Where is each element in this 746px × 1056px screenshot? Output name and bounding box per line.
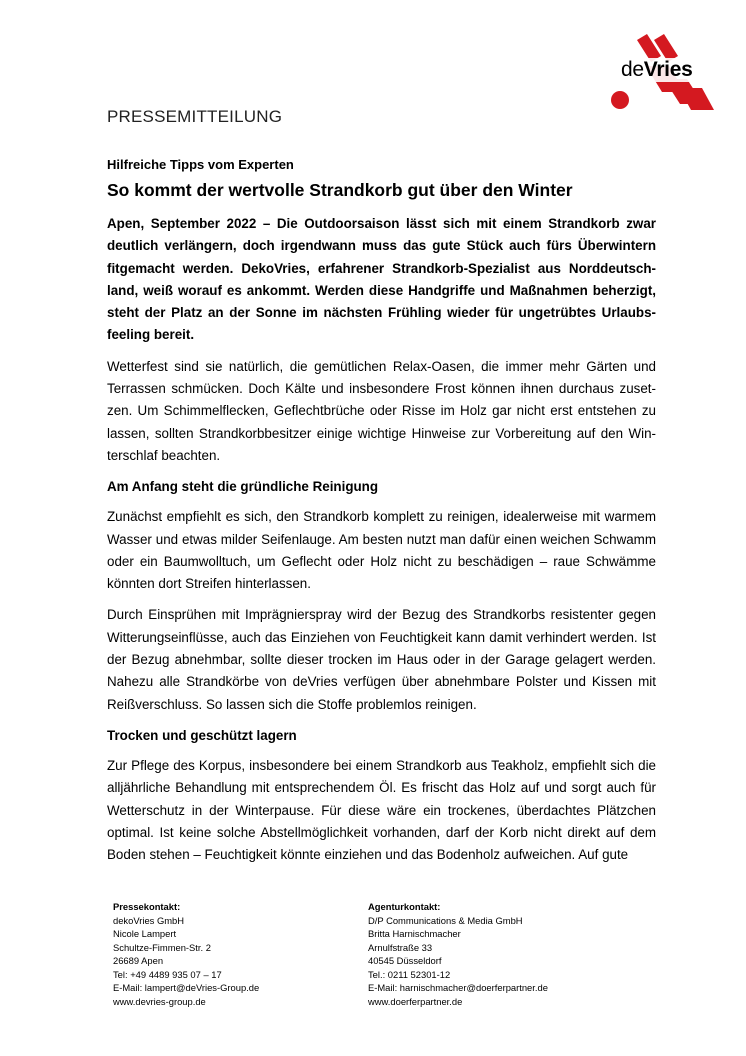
- agency-contact-person: Britta Harnischmacher: [368, 928, 461, 939]
- page-title: So kommt der wertvolle Strandkorb gut über den Winter: [107, 180, 573, 200]
- press-contact-website[interactable]: www.devries-group.de: [113, 995, 206, 1007]
- press-contact-city: 26689 Apen: [113, 955, 164, 966]
- agency-contact-phone: Tel.: 0211 52301-12: [368, 968, 451, 980]
- section-heading-cleaning: Am Anfang steht die gründliche Reinigung: [107, 479, 379, 495]
- press-contact-email[interactable]: E-Mail: lampert@deVries-Group.de: [113, 982, 260, 993]
- logo-wordmark: [620, 58, 693, 82]
- press-contact-phone: Tel: +49 4489 935 07 – 17: [113, 968, 222, 980]
- logo-wordmark-vries: Vries: [643, 58, 693, 81]
- logo-dot: [611, 91, 629, 109]
- press-contact-street: Schultze-Fimmen-Str. 2: [113, 941, 211, 953]
- storage-paragraph-1: Zur Pflege des Korpus, insbesondere bei einem Strandkorb aus Teakholz, empfiehlt sich die alljährliche Behandlung mit entsprechendem Öl. Es frischt das Holz auf und sorgt auch für Wetterschutz in der Winterpause. Für diese wäre ein trockenes, überdachtes Plätzchen optimal. Ist keine solche Abstellmöglichkeit vorhanden, darf der Korb nicht direkt auf dem Boden stehen – Feuchtigkeit könnte einziehen und das Bodenholz aufweichen. Auf gute: [107, 757, 656, 863]
- press-contact-heading: Pressekontakt:: [113, 901, 181, 912]
- cleaning-paragraph-2: Durch Einsprühen mit Imprägnierspray wird der Bezug des Strandkorbs resistenter gegen Witterungseinflüsse, auch das Einziehen von Feuchtigkeit kann damit verhindert werden. Ist der Bezug abnehmbar, sollte dieser trocken im Haus oder in der Garage gelagert werden. Nahezu alle Strandkörbe von deVries verfügen über abnehmbare Polster und Kissen mit Reißverschluss. So lassen sich die Stoffe problemlos reinigen.: [107, 607, 656, 712]
- intro-paragraph: Wetterfest sind sie natürlich, die gemütlichen Relax-Oasen, die immer mehr Gärten und Terrassen schmücken. Doch Kälte und insbesondere Frost können ihnen durchaus zusetzen. Um Schimmelflecken, Geflechtbrüche oder Risse im Holz gar nicht erst entstehen zu lassen, sollten Strandkorbbesitzer einige wichtige Hinweise zur Vorbereitung auf den Winterschlaf beachten.: [107, 358, 656, 463]
- lead-paragraph: Apen, September 2022 – Die Outdoorsaison lässt sich mit einem Strandkorb zwar deutlich verlängern, doch irgendwann muss das gute Stück auch fürs Überwintern fitgemacht werden. DekoVries, erfahrener Strandkorb-Spezialist aus Norddeutschland, weiß worauf es ankommt. Werden diese Handgriffe und Maßnahmen beherzigt, steht der Platz an der Sonne im nächsten Frühling wieder für ungetrübtes Urlaubsfeeling bereit.: [107, 216, 656, 343]
- document-type-label: PRESSEMITTEILUNG: [107, 107, 283, 126]
- agency-contact-company: D/P Communications & Media GmbH: [368, 914, 523, 926]
- logo-wordmark-de: de: [621, 58, 644, 81]
- agency-contact: [368, 900, 608, 1008]
- press-contact: [113, 900, 353, 1008]
- press-release-body: [107, 156, 656, 875]
- agency-contact-website[interactable]: www.doerferpartner.de: [368, 995, 463, 1007]
- press-contact-company: dekoVries GmbH: [113, 914, 185, 926]
- cleaning-paragraph-1: Zunächst empfiehlt es sich, den Strandkorb komplett zu reinigen, idealerweise mit warmem Wasser und etwas milder Seifenlauge. Am besten nutzt man dafür einen weichen Schwamm oder ein Baumwolltuch, um Geflecht oder Holz nicht zu beschädigen – raue Schwämme könnten dort Streifen hinterlassen.: [107, 509, 656, 592]
- agency-contact-street: Arnulfstraße 33: [368, 941, 433, 953]
- section-heading-storage: Trocken und geschützt lagern: [107, 727, 297, 743]
- agency-contact-city: 40545 Düsseldorf: [368, 955, 442, 966]
- press-contact-person: Nicole Lampert: [113, 928, 177, 939]
- agency-contact-email[interactable]: E-Mail: harnischmacher@doerferpartner.de: [368, 982, 548, 993]
- overline: Hilfreiche Tipps vom Experten: [107, 157, 294, 172]
- agency-contact-heading: Agenturkontakt:: [368, 901, 441, 912]
